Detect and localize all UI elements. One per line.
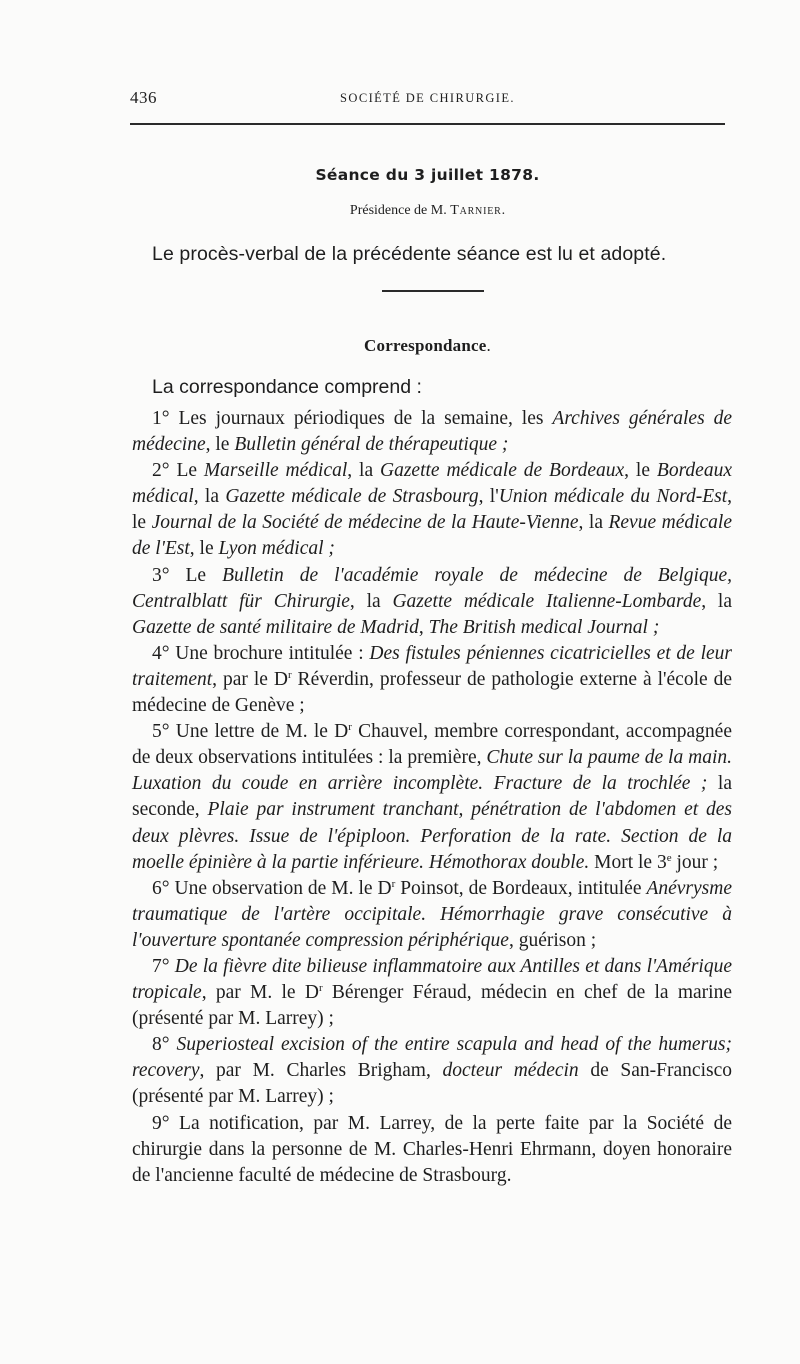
item-text: , guérison ; [508, 929, 597, 951]
correspondance-item [132, 1111, 732, 1189]
running-head [130, 88, 725, 112]
correspondance-list [132, 406, 732, 1189]
italic-title: Bulletin de l'académie royale de médecine de Belgique, Centralblatt für Chirurgie [132, 564, 732, 612]
item-text: jour ; [671, 851, 719, 873]
item-text: , par le D [212, 668, 288, 690]
italic-title: Journal de la Société de médecine de la Haute-Vienne [151, 512, 579, 534]
italic-title: Lyon médical ; [218, 538, 335, 560]
italic-title: Union médicale du Nord-Est [498, 486, 728, 508]
item-text: 4° Une brochure intitulée : [152, 642, 370, 664]
correspondance-item [132, 406, 732, 458]
item-text: la seconde, [132, 773, 732, 821]
item-text: 5° Une lettre de M. le D [152, 721, 349, 743]
item-text: , la [347, 460, 381, 482]
item-text: , la [701, 590, 732, 612]
superscript: e [666, 851, 672, 864]
session-title: Séance du 3 juillet 1878. [315, 166, 540, 184]
item-text: , le [189, 538, 219, 560]
item-text: Réverdin, professeur de pathologie externe à l'école de médecine de Genève ; [132, 668, 732, 717]
item-text: 1° Les journaux périodiques de la semaine, les [152, 408, 553, 429]
superscript: r [318, 982, 323, 995]
italic-title: Plaie par instrument tranchant, pénétration de l'abdomen et des deux plèvres. Issue de l'épiploon. Perforation de la rate. Section de la moelle épinière à la partie inférieure. Hémothorax double. [132, 799, 732, 873]
item-text: , la [193, 486, 226, 508]
italic-title: Superiosteal excision of the entire scapula and head of the humerus; recovery [132, 1034, 732, 1082]
item-text: 9° La notification, par M. Larrey, de la perte faite par la Société de chirurgie dans la personne de M. Charles-Henri Ehrmann, doyen honoraire de l'ancienne faculté de médecine de Strasbourg. [132, 1112, 732, 1186]
italic-title: Revue médicale de l'Est [132, 512, 732, 560]
correspondance-item [132, 641, 732, 719]
proces-verbal: Le procès-verbal de la précédente séance est lu et adopté. [152, 243, 667, 265]
correspondance-item [132, 719, 732, 876]
italic-title: Anévrysme traumatique de l'artère occipitale. Hémorrhagie grave consécutive à l'ouverture spontanée compression périphérique [132, 877, 732, 951]
correspondance-intro: La correspondance comprend : [152, 376, 422, 398]
item-text: de San-Francisco (présenté par M. Larrey) ; [132, 1060, 732, 1108]
italic-title: The British medical Journal ; [428, 616, 660, 638]
item-text: , la [349, 590, 393, 612]
italic-title: Gazette de santé militaire de Madrid [132, 616, 419, 638]
superscript: r [287, 668, 292, 681]
correspondance-item [132, 563, 732, 641]
president-name: Tarnier [450, 203, 502, 218]
section-title-suffix: . [486, 336, 491, 355]
superscript: r [391, 877, 396, 890]
presidence-prefix: Présidence de M. [349, 203, 451, 218]
section-divider [382, 290, 484, 292]
presidence-line [130, 203, 725, 219]
italic-title: De la fièvre dite bilieuse inflammatoire aux Antilles et dans l'Amérique tropicale [132, 955, 732, 1004]
italic-title: docteur médecin [442, 1060, 579, 1082]
running-title: SOCIÉTÉ DE CHIRURGIE. [340, 91, 515, 105]
correspondance-item [132, 876, 732, 954]
item-text: 6° Une observation de M. le D [152, 877, 392, 899]
presidence-suffix: . [501, 203, 506, 218]
correspondance-item [132, 954, 732, 1032]
item-text: , le [132, 486, 732, 534]
item-text: , [418, 616, 429, 638]
item-text: 7° [152, 955, 175, 977]
item-text: 3° Le [152, 564, 223, 586]
item-text: , le [624, 460, 657, 482]
italic-title: Chute sur la paume de la main. Luxation du coude en arrière incomplète. Fracture de la trochlée ; [132, 747, 732, 795]
item-text: Poinsot, de Bordeaux, intitulée [395, 877, 647, 899]
italic-title: Gazette médicale de Bordeaux [380, 460, 625, 482]
correspondance-item [132, 1032, 732, 1110]
italic-title: Marseille médical [203, 460, 348, 482]
correspondance-item [132, 458, 732, 562]
italic-title: Gazette médicale Italienne-Lombarde [392, 590, 702, 612]
page-number: 436 [130, 88, 157, 107]
italic-title: Bordeaux médical [132, 460, 732, 508]
section-title-text: Correspondance [364, 336, 487, 355]
italic-title: Archives générales de médecine [132, 408, 732, 456]
section-title [130, 336, 725, 356]
item-text: , par M. le D [201, 982, 319, 1004]
item-text: , le [205, 434, 235, 456]
italic-title: Bulletin général de thérapeutique ; [234, 434, 509, 456]
superscript: r [348, 721, 352, 734]
item-text: Bérenger Féraud, médecin en chef de la marine (présenté par M. Larrey) ; [132, 982, 732, 1030]
italic-title: Gazette médicale de Strasbourg [225, 486, 479, 508]
item-text: 8° [152, 1034, 177, 1056]
item-text: Mort le 3 [589, 851, 667, 873]
item-text: , par M. Charles Brigham, [199, 1060, 443, 1082]
header-rule [130, 123, 725, 125]
item-text: , la [578, 512, 609, 534]
item-text: Chauvel, membre correspondant, accompagnée de deux observations intitulées : la première, [132, 721, 732, 769]
item-text: 2° Le [152, 460, 204, 482]
italic-title: Des fistules péniennes cicatricielles et de leur traitement [132, 642, 732, 690]
item-text: , l' [478, 486, 499, 508]
